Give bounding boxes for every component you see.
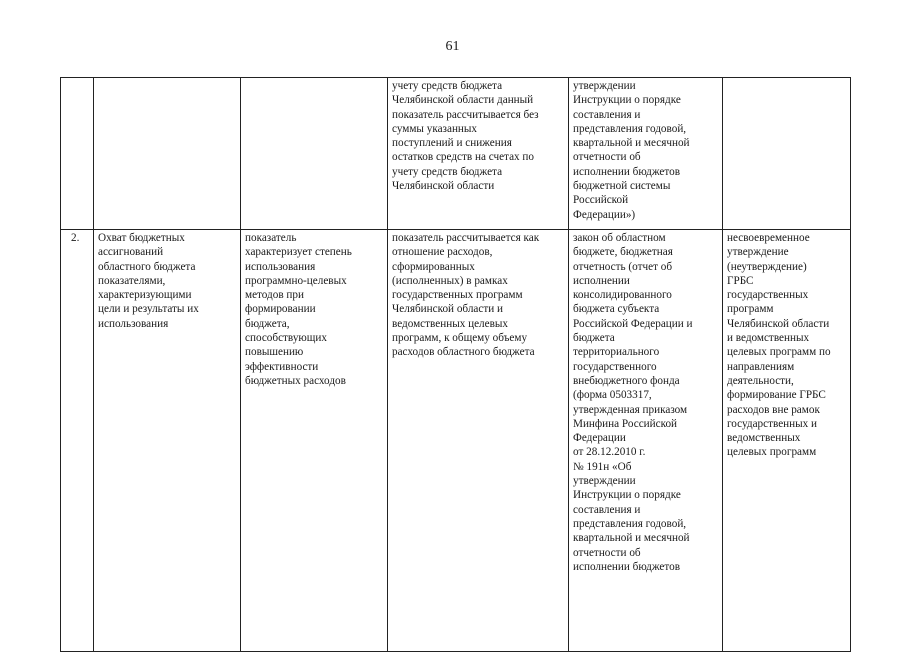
page-number: 61 — [445, 39, 460, 54]
indicator-name-cell: Охват бюджетных ассигнований областного бюджета показателями, характеризующими цели и результаты их использования — [94, 230, 241, 652]
table-row — [61, 230, 851, 652]
calculation-method-cell: показатель рассчитывается как отношение расходов, сформированных (исполненных) в рамках государственных программ Челябинской области и ведомственных целевых программ, к общему объему расходов областного бюджета — [388, 230, 569, 652]
data-source-cell: утверждении Инструкции о порядке составления и представления годовой, квартальной и месячной отчетности об исполнении бюджетов бюджетной системы Российской Федерации») — [569, 78, 723, 230]
indicator-description-cell — [241, 78, 388, 230]
row-number-cell — [61, 78, 94, 230]
table-row — [61, 78, 851, 230]
indicator-name-cell — [94, 78, 241, 230]
indicator-description-cell: показатель характеризует степень использования программно-целевых методов при формировании бюджета, способствующих повышению эффективности бюджетных расходов — [241, 230, 388, 652]
data-source-cell: закон об областном бюджете, бюджетная отчетность (отчет об исполнении консолидированного бюджета субъекта Российской Федерации и бюджета территориального государственного внебюджетного фонда (форма 0503317, утвержденная приказом Минфина Российской Федерации от 28.12.2010 г. № 191н «Об утверждении Инструкции о порядке составления и представления годовой, квартальной и месячной отчетности об исполнении бюджетов — [569, 230, 723, 652]
negative-factors-cell: несвоевременное утверждение (неутверждение) ГРБС государственных программ Челябинской области и ведомственных целевых программ по направлениям деятельности, формирование ГРБС расходов вне рамок государственных и ведомственных целевых программ — [723, 230, 851, 652]
calculation-method-cell: учету средств бюджета Челябинской области данный показатель рассчитывается без суммы указанных поступлений и снижения остатков средств на счетах по учету средств бюджета Челябинской области — [388, 78, 569, 230]
negative-factors-cell — [723, 78, 851, 230]
row-number-cell: 2. — [61, 230, 94, 652]
indicator-table — [60, 77, 851, 652]
